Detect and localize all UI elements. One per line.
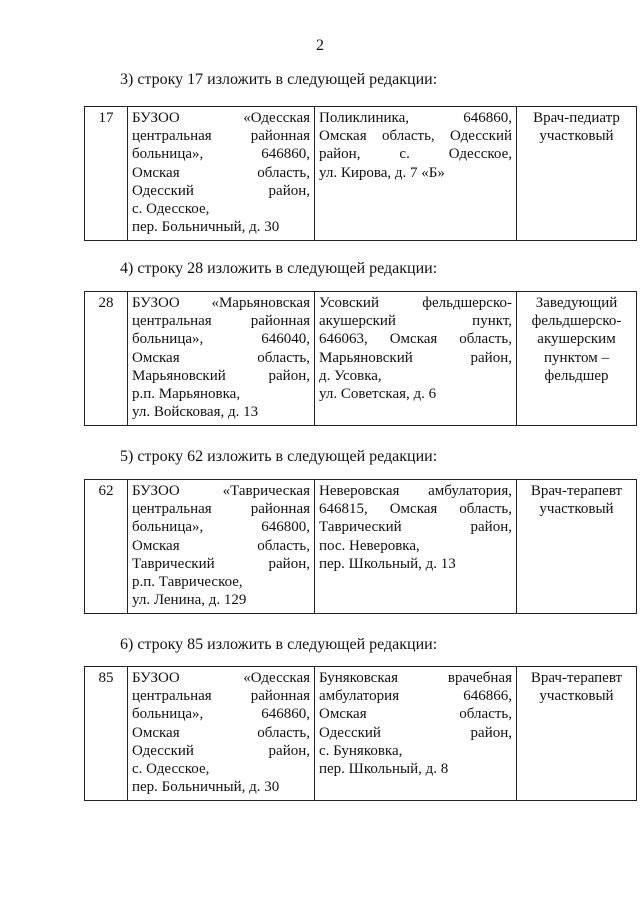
amendment-instruction: 4) строку 28 изложить в следующей редакции: [120, 260, 438, 277]
institution-line: Омская область, [132, 349, 310, 366]
institution-line: Омская область, [132, 164, 310, 181]
position-cell [517, 667, 637, 801]
institution-line: больница», 646040, [132, 331, 310, 348]
address-line: ул. Советская, д. 6 [319, 386, 437, 403]
address-line: с. Буняковка, [319, 742, 403, 759]
address-line: Поликлиника, 646860, [319, 110, 512, 126]
institution-line: Одесский район, [132, 182, 310, 199]
amendment-instruction: 3) строку 17 изложить в следующей редакции: [120, 71, 438, 88]
amendment-instruction: 5) строку 62 изложить в следующей редакции: [120, 448, 438, 465]
position-line: пунктом – [544, 349, 609, 366]
address-line: пер. Школьный, д. 8 [319, 761, 449, 778]
position-line: участковый [539, 688, 614, 705]
position-line: участковый [539, 128, 614, 145]
position-line: Врач-терапевт [530, 670, 623, 686]
institution-cell [128, 107, 315, 241]
institution-line: больница», 646800, [132, 519, 310, 536]
address-line: акушерский пункт, [319, 313, 512, 330]
institution-cell [128, 292, 315, 426]
institution-line: ул. Ленина, д. 129 [132, 592, 247, 609]
table-row [85, 667, 637, 801]
row-number-cell: 85 [85, 667, 128, 801]
address-line: Одесский район, [319, 724, 512, 741]
address-line: 646815, Омская область, [319, 501, 512, 518]
institution-line: р.п. Таврическое, [132, 574, 243, 591]
row-number-cell: 62 [85, 480, 128, 614]
address-line: район, с. Одесское, [319, 146, 512, 163]
table-row [85, 480, 637, 614]
address-line: Неверовская амбулатория, [319, 483, 512, 499]
address-cell [315, 480, 517, 614]
table-row [85, 292, 637, 426]
institution-line: центральная районная [132, 688, 310, 705]
page-number: 2 [316, 37, 324, 54]
amendment-table [84, 291, 637, 426]
address-line: Омская область, [319, 706, 512, 723]
institution-line: с. Одесское, [132, 201, 210, 218]
address-line: пос. Неверовка, [319, 537, 420, 554]
institution-line: больница», 646860, [132, 706, 310, 723]
amendment-instruction: 6) строку 85 изложить в следующей редакции: [120, 636, 438, 653]
position-line: Заведующий [535, 295, 618, 311]
address-line: Омская область, Одесский [319, 128, 512, 145]
institution-line: Омская область, [132, 724, 310, 741]
position-line: акушерским [537, 331, 616, 348]
table-row [85, 107, 637, 241]
address-line: д. Усовка, [319, 367, 382, 384]
amendment-table [84, 666, 637, 801]
institution-line: БУЗОО «Одесская [132, 110, 310, 126]
position-line: участковый [539, 501, 614, 518]
institution-line: пер. Больничный, д. 30 [132, 219, 280, 236]
institution-line: центральная районная [132, 501, 310, 518]
row-number-cell: 17 [85, 107, 128, 241]
position-cell [517, 480, 637, 614]
institution-line: р.п. Марьяновка, [132, 386, 241, 403]
institution-line: Таврический район, [132, 555, 310, 572]
institution-line: Одесский район, [132, 742, 310, 759]
institution-line: с. Одесское, [132, 761, 210, 778]
institution-line: БУЗОО «Таврическая [132, 483, 310, 499]
address-line: амбулатория 646866, [319, 688, 512, 705]
position-line: Врач-педиатр [533, 110, 620, 126]
institution-cell [128, 480, 315, 614]
institution-line: БУЗОО «Одесская [132, 670, 310, 686]
address-line: Усовский фельдшерско- [319, 295, 512, 311]
address-cell [315, 667, 517, 801]
amendment-table [84, 106, 637, 241]
row-number-cell: 28 [85, 292, 128, 426]
position-line: Врач-терапевт [530, 483, 623, 499]
address-line: пер. Школьный, д. 13 [319, 555, 456, 572]
position-line: фельдшерско- [531, 313, 622, 330]
position-cell [517, 107, 637, 241]
institution-line: пер. Больничный, д. 30 [132, 779, 280, 796]
address-cell [315, 107, 517, 241]
address-cell [315, 292, 517, 426]
institution-line: центральная районная [132, 313, 310, 330]
address-line: Марьяновский район, [319, 349, 512, 366]
institution-cell [128, 667, 315, 801]
position-cell [517, 292, 637, 426]
amendment-table [84, 479, 637, 614]
institution-line: больница», 646860, [132, 146, 310, 163]
address-line: 646063, Омская область, [319, 331, 512, 348]
institution-line: Омская область, [132, 537, 310, 554]
position-line: фельдшер [544, 367, 609, 384]
institution-line: ул. Войсковая, д. 13 [132, 404, 259, 421]
institution-line: БУЗОО «Марьяновская [132, 295, 310, 311]
address-line: Таврический район, [319, 519, 512, 536]
institution-line: Марьяновский район, [132, 367, 310, 384]
address-line: Буняковская врачебная [319, 670, 512, 686]
address-line: ул. Кирова, д. 7 «Б» [319, 164, 445, 181]
institution-line: центральная районная [132, 128, 310, 145]
